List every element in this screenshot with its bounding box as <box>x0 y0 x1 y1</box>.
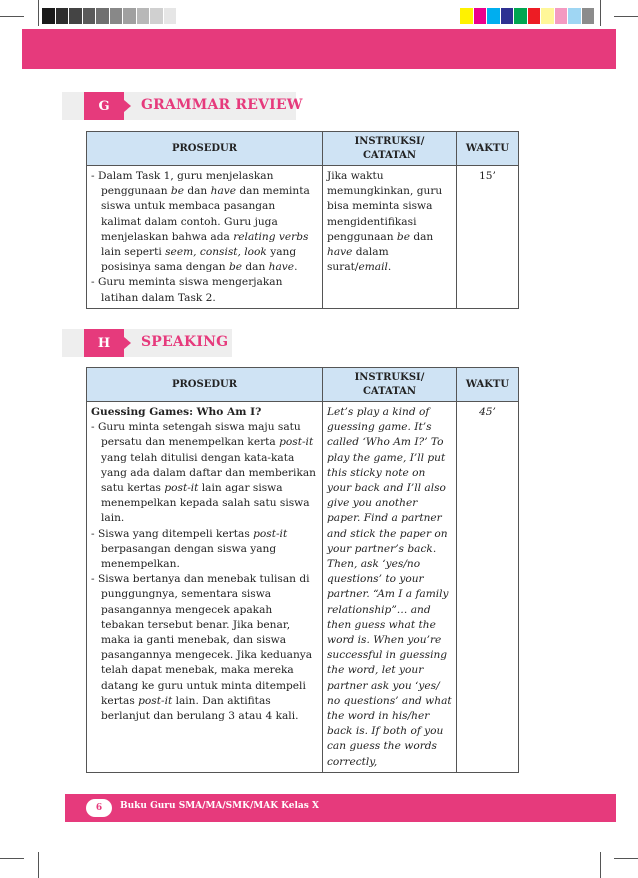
color-swatch <box>528 8 542 24</box>
section-g-title: GRAMMAR REVIEW <box>141 97 303 113</box>
footer-book-title: Buku Guru SMA/MA/SMK/MAK Kelas X <box>120 801 319 811</box>
text-run: . <box>294 261 298 274</box>
section-h-title: SPEAKING <box>141 334 229 350</box>
text-run: lain. Dan aktifitas berlanjut dan berulang 3 atau 4 kali. <box>101 694 299 723</box>
text-run: have <box>210 185 237 198</box>
color-swatch <box>460 8 474 24</box>
text-run: be <box>170 185 184 198</box>
grammar-waktu-cell: 15’ <box>457 166 519 309</box>
text-run: Siswa bertanya dan menebak tulisan di punggungnya, sementara siswa pasangannya mengecek apakah tebakan tersebut benar. Jika benar, maka ia ganti menebak, dan siswa pasangannya mengecek. Jika keduanya telah dapat menebak, maka mereka datang ke guru untuk minta ditempeli kertas <box>97 573 313 707</box>
list-item: - Guru minta setengah siswa maju satu persatu dan menempelkan kerta post-it yang telah ditulisi dengan kata-kata yang ada dalam daftar dan memberikan satu kertas post-it lain agar siswa menempelkan kepada salah satu siswa lain. <box>91 421 316 525</box>
grammar-prosedur-cell <box>87 166 323 309</box>
text-run: lain agar siswa menempelkan kepada salah satu siswa lain. <box>101 482 310 525</box>
text-run: Siswa yang ditempeli kertas <box>97 527 254 540</box>
header-waktu: WAKTU <box>457 368 519 402</box>
color-swatch <box>150 8 164 24</box>
text-run: . <box>387 261 392 274</box>
page-number: 6 <box>86 799 112 817</box>
list-item: - Guru meminta siswa mengerjakan latihan dalam Task 2. <box>91 276 283 304</box>
text-run: seem, consist, look <box>165 246 267 259</box>
section-g-arrow-icon <box>124 100 131 112</box>
list-item: - Siswa yang ditempeli kertas post-it berpasangan dengan siswa yang menempelkan. <box>91 527 288 571</box>
speaking-instruksi-cell: Let’s play a kind of guessing game. It’s called ‘Who Am I?’ To play the game, I’ll put this sticky note on your back and I’ll also give you another paper. Find a partner and stick the paper on your partner’s back. Then, ask ‘yes/no questions’ to your partner. “Am I a family relationship”… and then guess what the word is. When you’re successful in guessing the word, let your partner ask you ‘yes/ no questions’ and what the word in his/her back is. If both of you can guess the words correctly, <box>323 402 457 773</box>
text-run: post-it <box>279 436 314 449</box>
gray-swatch-bar <box>42 8 191 24</box>
header-instruksi: INSTRUKSI/ CATATAN <box>323 132 457 166</box>
section-h-letter: H <box>84 329 124 357</box>
text-run: post-it <box>253 527 288 540</box>
list-item: - Dalam Task 1, guru menjelaskan penggunaan be dan have dan meminta siswa untuk membaca pasangan kalimat dalam contoh. Guru juga menjelaskan bahwa ada relating verbs lain seperti seem, consist, look yang posisinya sama dengan be dan have. <box>91 170 310 274</box>
text-run: relating verbs <box>233 230 309 243</box>
text-run: dan meminta siswa untuk membaca pasangan kalimat dalam contoh. Guru juga menjelaskan bahwa ada <box>101 185 310 243</box>
crop-mark <box>614 858 638 859</box>
text-run: be <box>228 261 243 274</box>
color-swatch <box>541 8 555 24</box>
text-run: yang telah ditulisi dengan kata-kata yang ada dalam daftar dan memberikan satu kertas <box>101 451 316 495</box>
text-run: email <box>358 261 388 274</box>
text-run: dalam surat/ <box>327 246 389 274</box>
speaking-table <box>86 367 519 773</box>
color-swatch <box>501 8 515 24</box>
text-run: dan <box>409 230 434 243</box>
speaking-prosedur-cell <box>87 402 323 773</box>
color-swatch <box>56 8 70 24</box>
text-run: dan <box>183 185 211 198</box>
grammar-review-table <box>86 131 519 309</box>
crop-mark <box>0 858 24 859</box>
color-swatch <box>96 8 110 24</box>
crop-mark <box>38 852 39 878</box>
color-swatch <box>514 8 528 24</box>
header-band <box>22 29 616 69</box>
text-run: Jika waktu memungkinkan, guru bisa meminta siswa mengidentifikasi penggunaan <box>327 170 443 243</box>
crop-mark <box>38 0 39 26</box>
text-run: dan <box>242 261 269 274</box>
text-run: Guru meminta siswa mengerjakan latihan dalam Task 2. <box>97 276 283 304</box>
color-swatch <box>555 8 569 24</box>
crop-mark <box>600 0 601 26</box>
text-run: Dalam Task 1, guru menjelaskan penggunaan <box>97 170 274 198</box>
text-run: be <box>396 230 410 243</box>
activity-heading: Guessing Games: Who Am I? <box>91 406 262 418</box>
color-swatch <box>42 8 56 24</box>
crop-mark <box>0 16 24 17</box>
color-swatch-bar <box>460 8 595 24</box>
header-prosedur: PROSEDUR <box>87 132 323 166</box>
color-swatch <box>137 8 151 24</box>
color-swatch <box>83 8 97 24</box>
text-run: post-it <box>138 694 173 707</box>
color-swatch <box>164 8 178 24</box>
color-swatch <box>582 8 596 24</box>
section-h-arrow-icon <box>124 337 131 349</box>
header-instruksi: INSTRUKSI/ CATATAN <box>323 368 457 402</box>
header-prosedur: PROSEDUR <box>87 368 323 402</box>
grammar-instruksi-cell <box>323 166 457 309</box>
crop-mark <box>614 16 638 17</box>
text-run: yang posisinya sama dengan <box>101 246 297 274</box>
list-item: - Siswa bertanya dan menebak tulisan di punggungnya, sementara siswa pasangannya mengecek apakah tebakan tersebut benar. Jika benar, maka ia ganti menebak, dan siswa pasangannya mengecek. Jika keduanya telah dapat menebak, maka mereka datang ke guru untuk minta ditempeli kertas post-it lain. Dan aktifitas berlanjut dan berulang 3 atau 4 kali. <box>91 573 313 723</box>
color-swatch <box>487 8 501 24</box>
color-swatch <box>177 8 191 24</box>
header-waktu: WAKTU <box>457 132 519 166</box>
text-run: post-it <box>164 482 199 495</box>
text-run: berpasangan dengan siswa yang menempelkan. <box>101 542 277 571</box>
speaking-waktu-cell: 45’ <box>457 402 519 773</box>
color-swatch <box>474 8 488 24</box>
crop-mark <box>600 852 601 878</box>
section-g-letter: G <box>84 92 124 120</box>
color-swatch <box>123 8 137 24</box>
text-run: Guru minta setengah siswa maju satu persatu dan menempelkan kerta <box>97 421 301 449</box>
color-swatch <box>69 8 83 24</box>
text-run: lain seperti <box>101 246 166 259</box>
color-swatch <box>110 8 124 24</box>
text-run: have <box>268 261 295 274</box>
color-swatch <box>568 8 582 24</box>
text-run: have <box>327 246 353 259</box>
